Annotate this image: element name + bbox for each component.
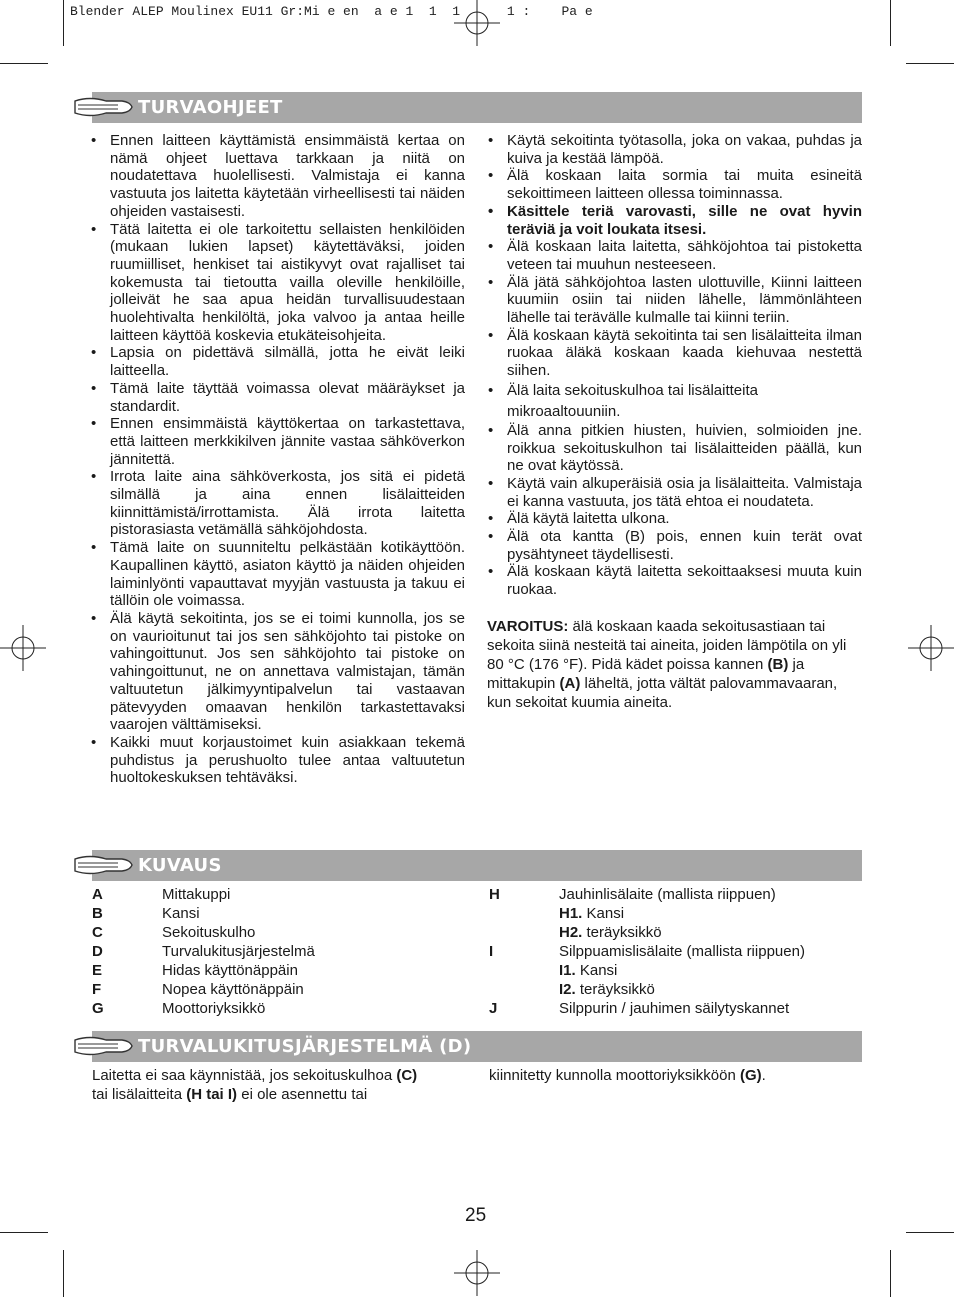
crop-mark — [906, 1232, 954, 1233]
list-item: • Älä käytä sekoitinta, jos se ei toimi kunnolla, jos se on vaurioitunut tai jos sen sähköjohto tai pistoke on vahingoittunut. Jos sen sähköjohto tai pistoke on vahingoittunut, ne on annettava valmistajan, tämän valtuutetun jälkimyyntipalvelun tai vastaavan pätevyyden omaavan henkilön tarkastettavaksi vaarojen välttämiseksi. — [90, 610, 465, 734]
part-row: D Turvalukitusjärjestelmä — [92, 943, 315, 960]
part-row: H1. Kansi — [559, 905, 625, 922]
part-row: H2. teräyksikkö — [559, 924, 662, 941]
part-row: H Jauhinlisälaite (mallista riippuen) — [489, 886, 776, 903]
list-item-warning: • Käsittele teriä varovasti, sille ne ovat hyvin teräviä ja voit loukata itsesi. — [487, 203, 862, 238]
registration-mark-icon — [0, 625, 46, 671]
crop-mark — [63, 0, 64, 46]
list-item: • Älä anna pitkien hiusten, huivien, solmioiden jne. roikkua sekoituskulhon tai lisälaitteiden päällä, kun ne ovat käytössä. — [487, 422, 862, 475]
lock-text-right: kiinnitetty kunnolla moottoriyksikköön (G). — [489, 1067, 766, 1084]
list-item: • Lapsia on pidettävä silmällä, jotta he eivät leiki laitteella. — [90, 344, 465, 379]
print-header: Blender ALEP Moulinex EU11 Gr:Mi e en a e 1 1 1 1 : Pa e — [70, 4, 593, 19]
warning-paragraph: VAROITUS: älä koskaan kaada sekoitusastiaan tai sekoita siinä nesteitä tai aineita, joiden lämpötila on yli 80 °C (176 °F). Pidä kädet poissa kannen (B) ja mittakupin (A) läheltä, jotta vältät palovammavaaran, kun sekoitat kuumia aineita. — [487, 617, 847, 711]
section-banner-description — [92, 850, 862, 881]
parts-list-left — [92, 885, 472, 1018]
list-item: • Tämä laite täyttää voimassa olevat määräykset ja standardit. — [90, 380, 465, 415]
warning-label: VAROITUS: — [487, 617, 569, 635]
list-item: • Älä koskaan laita laitetta, sähköjohtoa tai pistoketta veteen tai muuhun nesteeseen. — [487, 238, 862, 273]
crop-mark — [0, 1232, 48, 1233]
crop-mark — [0, 63, 48, 64]
part-row: I Silppuamislisälaite (mallista riippuen) — [489, 943, 805, 960]
part-row: F Nopea käyttönäppäin — [92, 981, 304, 998]
hand-arrow-icon — [72, 850, 134, 880]
crop-mark — [890, 1250, 891, 1297]
part-ref: (A) — [559, 674, 581, 692]
list-item: • Älä käytä laitetta ulkona. — [487, 510, 862, 528]
section-title: KUVAUS — [138, 855, 222, 876]
part-row: I1. Kansi — [559, 962, 618, 979]
part-row: C Sekoituskulho — [92, 924, 256, 941]
safety-left-column — [90, 132, 465, 787]
list-item: • Älä jätä sähköjohtoa lasten ulottuville, Kiinni laitteen kuumiin osiin tai niiden lähelle, lämmönlähteen lähelle tai terävälle kulmalle tai kiinni teriin. — [487, 274, 862, 327]
list-item: • Älä ota kantta (B) pois, ennen kuin terät ovat pysähtyneet täydellisesti. — [487, 528, 862, 563]
crop-mark — [63, 1250, 64, 1297]
page-number: 25 — [465, 1205, 487, 1226]
crop-mark — [906, 63, 954, 64]
list-item: • Tämä laite on suunniteltu pelkästään kotikäyttöön. Kaupallinen käyttö, asiaton käyttö ja näiden ohjeiden laiminlyönti vapauttavat myyjän vastuusta ja takuu ei tällöin ole voimassa. — [90, 539, 465, 610]
part-row: J Silppurin / jauhimen säilytyskannet — [489, 1000, 790, 1017]
section-title: TURVAOHJEET — [138, 97, 283, 118]
section-banner-lock — [92, 1031, 862, 1062]
part-ref: (B) — [767, 655, 789, 673]
crop-mark — [890, 0, 891, 46]
list-item: • Älä koskaan käytä sekoitinta tai sen lisälaitteita ilman ruokaa äläkä koskaan kaada kiehuvaa nestettä siihen. — [487, 327, 862, 380]
part-row: E Hidas käyttönäppäin — [92, 962, 298, 979]
list-item: • Käytä sekoitinta työtasolla, joka on vakaa, puhdas ja kuiva ja kestää lämpöä. — [487, 132, 862, 167]
part-row: I2. teräyksikkö — [559, 981, 655, 998]
list-item: • Tätä laitetta ei ole tarkoitettu sellaisten henkilöiden (mukaan lukien lapset) käytettäväksi, joiden ruumiilliset, henkiset tai aistikyvyt ovat rajalliset tai kokemusta tai tietoutta vailla oleville henkilöille, jolleivät he saa apua heidän turvallisuudestaan huolehtivalta henkilöltä, joka valvoo ja antaa heille laitteen käyttöä koskevia etukäteisohjeita. — [90, 221, 465, 345]
registration-mark-icon — [454, 0, 500, 46]
part-row: A Mittakuppi — [92, 886, 231, 903]
list-item: • Käytä vain alkuperäisiä osia ja lisälaitteita. Valmistaja ei kanna vastuuta, jos tätä ehtoa ei noudateta. — [487, 475, 862, 510]
hand-arrow-icon — [72, 1031, 134, 1061]
parts-list-right — [489, 885, 862, 1018]
list-item: • Ennen ensimmäistä käyttökertaa on tarkastettava, että laitteen merkkikilven jännite vastaa sähköverkon jännitettä. — [90, 415, 465, 468]
part-ref: (C) — [396, 1067, 418, 1084]
part-ref: (G) — [739, 1067, 762, 1084]
lock-text-left: Laitetta ei saa käynnistää, jos sekoituskulhoa (C) tai lisälaitteita (H tai I) ei ole asennettu tai — [92, 1067, 418, 1103]
registration-mark-icon — [454, 1250, 500, 1296]
list-item: • Älä koskaan laita sormia tai muita esineitä sekoittimeen laitteen ollessa toiminnassa. — [487, 167, 862, 202]
list-item: • Kaikki muut korjaustoimet kuin asiakkaan tekemä puhdistus ja perushuolto tulee antaa valtuutetun huoltokeskuksen tehtäväksi. — [90, 734, 465, 787]
safety-right-column — [487, 132, 862, 727]
part-row: B Kansi — [92, 905, 200, 922]
part-ref: (H tai I) — [186, 1085, 238, 1103]
section-title: TURVALUKITUSJÄRJESTELMÄ (D) — [138, 1036, 472, 1057]
part-row: G Moottoriyksikkö — [92, 1000, 266, 1017]
registration-mark-icon — [908, 625, 954, 671]
hand-arrow-icon — [72, 92, 134, 122]
list-item: • Älä laita sekoituskulhoa tai lisälaitteita mikroaaltouuniin. — [487, 380, 862, 422]
section-banner-safety — [92, 92, 862, 123]
list-item: • Ennen laitteen käyttämistä ensimmäistä kertaa on nämä ohjeet luettava tarkkaan ja niitä on noudatettava huolellisesti. Valmistaja ei kanna vastuuta jos laitetta käytetään virheellisesti tai näiden ohjeiden vastaisesti. — [90, 132, 465, 221]
list-item: • Älä koskaan käytä laitetta sekoittaaksesi muuta kuin ruokaa. — [487, 563, 862, 598]
list-item: • Irrota laite aina sähköverkosta, jos sitä ei pidetä silmällä ja aina ennen lisälaitteiden kiinnittämistä/irrottamista. Älä irrota laitetta pistorasiasta vetämällä sähköjohdosta. — [90, 468, 465, 539]
